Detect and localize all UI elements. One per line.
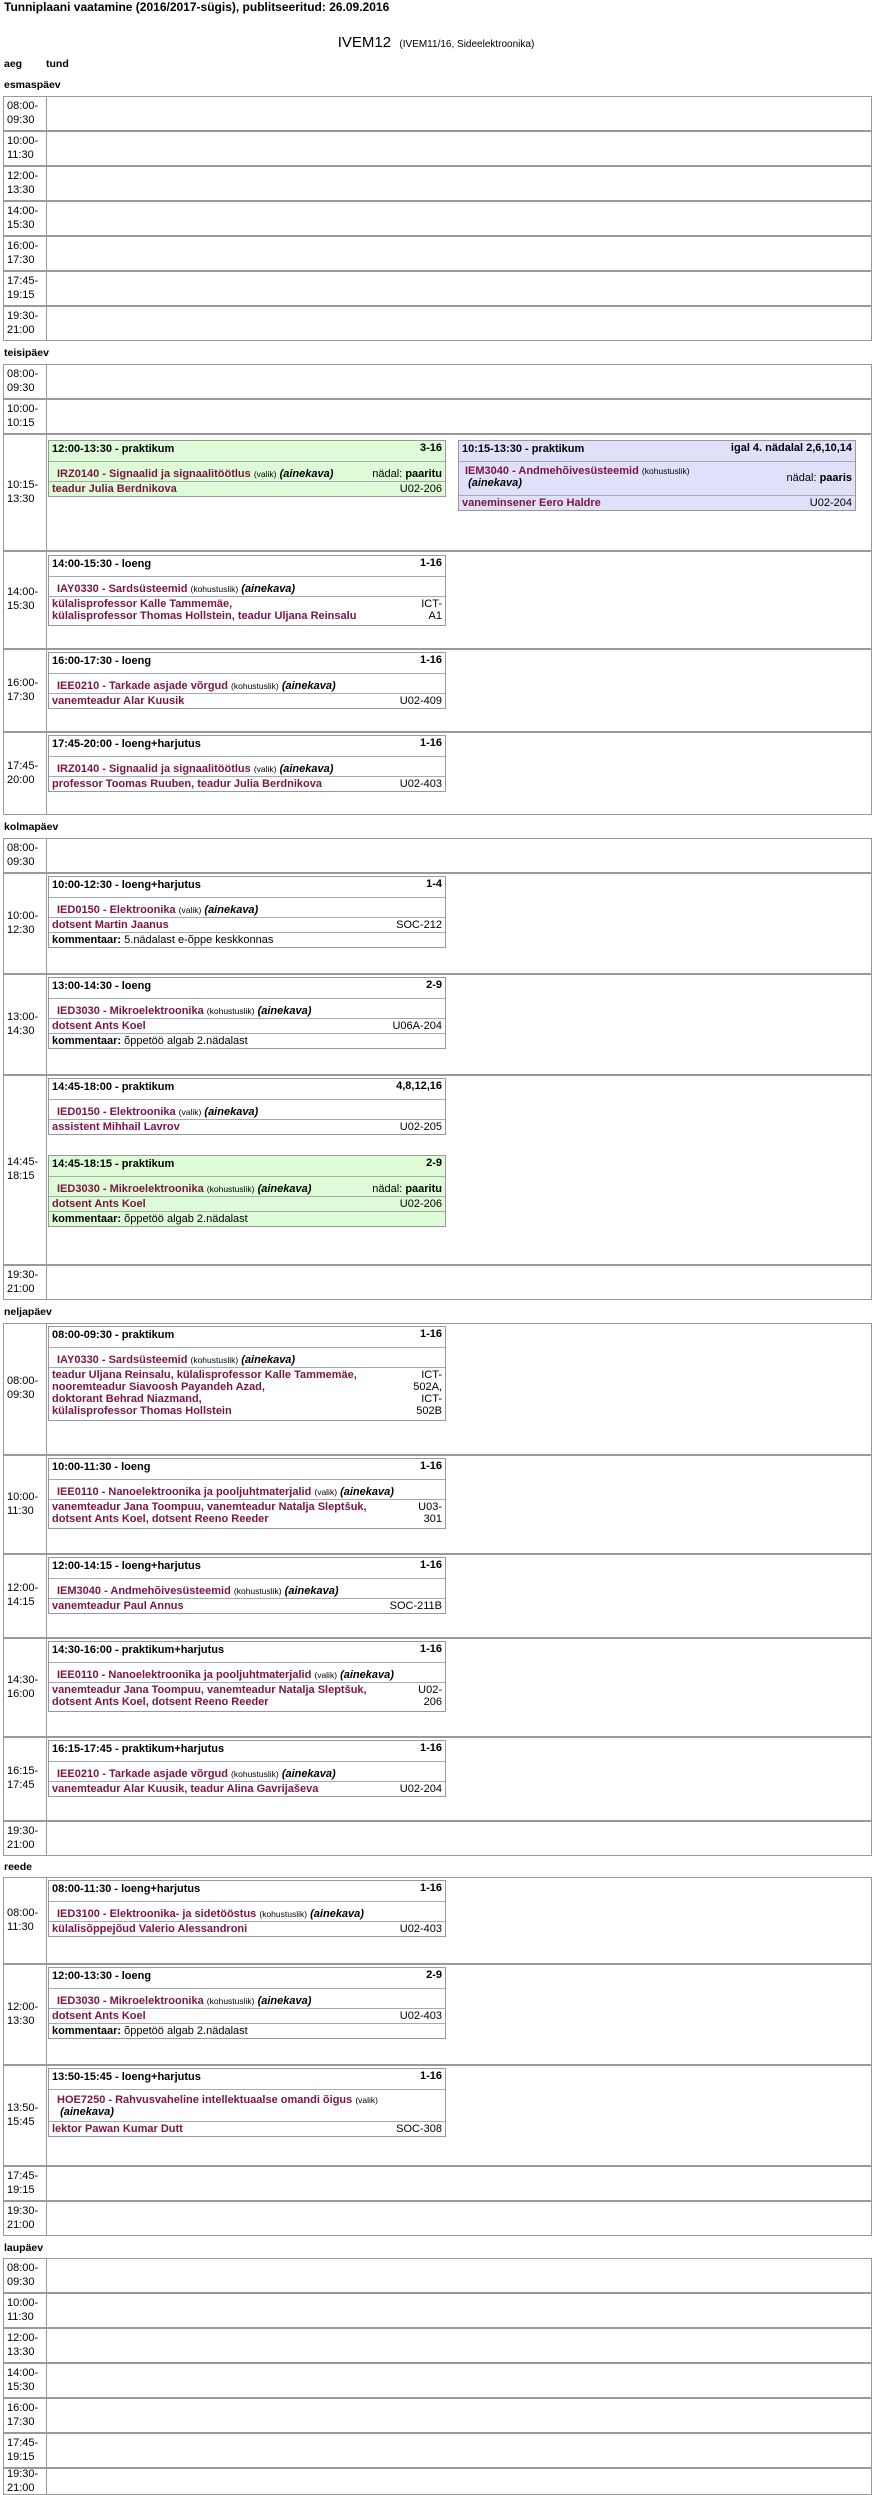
- event-weeks: 1-16: [419, 1559, 442, 1571]
- course-type: (valik): [253, 469, 277, 479]
- slot-time: 14:30-16:00: [7, 1673, 39, 1700]
- event-header: [49, 653, 445, 674]
- event-course-row: [49, 462, 445, 482]
- event-course-row: [49, 1348, 445, 1368]
- course-link[interactable]: IRZ0140 - Signaalid ja signaalitöötlus: [57, 763, 251, 775]
- slot-time: 08:00-09:30: [7, 841, 39, 868]
- page-title: Tunniplaani vaatamine (2016/2017-sügis), publitseeritud: 26.09.2016: [4, 0, 390, 14]
- event-lecturer-row: [49, 918, 445, 933]
- event-lecturer-row: [49, 777, 445, 791]
- lecturer-link[interactable]: lektor Pawan Kumar Dutt: [52, 2123, 183, 2135]
- course-type: (valik): [314, 1670, 338, 1680]
- event-course-row: [459, 462, 855, 496]
- week-parity: paaris: [819, 472, 852, 484]
- lecturer-link[interactable]: dotsent Ants Koel: [52, 1020, 146, 1032]
- syllabus-link[interactable]: (ainekava): [310, 1908, 364, 1920]
- slot-time: 14:00-15:30: [7, 204, 39, 231]
- comment-text: õppetöö algab 2.nädalast: [124, 2025, 248, 2037]
- slot-time: 10:15-13:30: [7, 478, 39, 505]
- time-slot: [3, 838, 872, 873]
- syllabus-link[interactable]: (ainekava): [281, 680, 336, 692]
- event-card[interactable]: [48, 1326, 446, 1421]
- slot-time: 19:30-21:00: [7, 309, 39, 336]
- event-lecturer-row: [49, 1922, 445, 1936]
- event-header: [49, 1079, 445, 1100]
- event-card[interactable]: [48, 1967, 446, 2039]
- event-course-row: [49, 1177, 445, 1197]
- event-card[interactable]: [48, 2068, 446, 2137]
- lecturer-link[interactable]: nooremteadur Siavoosh Payandeh Azad,: [52, 1381, 265, 1393]
- lecturer-link[interactable]: assistent Mihhail Lavrov: [52, 1121, 180, 1133]
- event-header: [49, 556, 445, 577]
- event-course-row: [49, 2090, 445, 2122]
- syllabus-link[interactable]: (ainekava): [279, 468, 334, 480]
- lecturer-link[interactable]: vanemteadur Jana Toompuu, vanemteadur Natalja Sleptšuk,: [52, 1684, 367, 1696]
- syllabus-link[interactable]: (ainekava): [340, 1486, 394, 1498]
- room: 206: [423, 1696, 442, 1708]
- room: U02-: [418, 1684, 442, 1696]
- course-link[interactable]: HOE7250 - Rahvusvaheline intellektuaalse omandi õigus: [57, 2094, 353, 2106]
- event-lecturer-row: [49, 1368, 445, 1420]
- lecturer-link[interactable]: külalisõppejõud Valerio Alessandroni: [52, 1923, 248, 1935]
- event-card[interactable]: [48, 1155, 446, 1227]
- comment-text: 5.nädalast e-õppe keskkonnas: [124, 934, 274, 946]
- event-lecturer-row: [49, 694, 445, 708]
- slot-time: 08:00-11:30: [7, 1906, 39, 1933]
- lecturer-link[interactable]: külalisprofessor Thomas Hollstein: [52, 1405, 232, 1417]
- slot-time: 10:00-11:30: [7, 1490, 39, 1517]
- room: U02-206: [399, 483, 442, 495]
- event-time: 12:00-13:30 - praktikum: [52, 443, 175, 455]
- group-subtitle: (IVEM11/16, Sideelektroonika): [399, 39, 535, 50]
- event-weeks: 1-16: [419, 1328, 442, 1340]
- comment-label: kommentaar:: [52, 934, 122, 946]
- lecturer-link[interactable]: vanemteadur Alar Kuusik: [52, 695, 185, 707]
- time-slot: [3, 2328, 872, 2363]
- event-weeks: 1-16: [419, 2070, 442, 2082]
- syllabus-link[interactable]: (ainekava): [241, 1354, 296, 1366]
- room: 502A,: [413, 1381, 442, 1393]
- lecturer-link[interactable]: professor Toomas Ruuben, teadur Julia Berdnikova: [52, 778, 322, 790]
- course-type: (kohustuslik): [206, 1996, 255, 2006]
- event-course-row: [49, 1762, 445, 1782]
- lecturer-link[interactable]: dotsent Martin Jaanus: [52, 919, 169, 931]
- lecturer-link[interactable]: dotsent Ants Koel, dotsent Reeno Reeder: [52, 1513, 269, 1525]
- slot-time: 12:00-13:30: [7, 169, 39, 196]
- room: U02-204: [399, 1783, 442, 1795]
- course-link[interactable]: IED3030 - Mikroelektroonika: [57, 1183, 204, 1195]
- event-time: 12:00-13:30 - loeng: [52, 1970, 152, 1982]
- slot-time: 10:00-11:30: [7, 134, 39, 161]
- event-weeks: 3-16: [419, 442, 442, 454]
- room: U02-403: [399, 2010, 442, 2022]
- event-card[interactable]: [48, 1740, 446, 1797]
- course-link[interactable]: IEE0210 - Tarkade asjade võrgud: [57, 1768, 228, 1780]
- event-header: [49, 441, 445, 462]
- event-weeks: 1-16: [419, 1643, 442, 1655]
- time-slot: [3, 2433, 872, 2468]
- slot-time: 10:00-12:30: [7, 909, 39, 936]
- event-course-row: [49, 757, 445, 777]
- event-weeks: 4,8,12,16: [396, 1080, 442, 1092]
- slot-time: 19:30-21:00: [7, 1268, 39, 1295]
- slot-time: 17:45-19:15: [7, 2169, 39, 2196]
- event-time: 13:50-15:45 - loeng+harjutus: [52, 2071, 201, 2083]
- time-slot: [3, 2293, 872, 2328]
- time-slot: [3, 166, 872, 201]
- slot-time: 13:00-14:30: [7, 1010, 39, 1037]
- room: U06A-204: [392, 1020, 442, 1032]
- event-header: [49, 1968, 445, 1989]
- course-type: (valik): [178, 1107, 202, 1117]
- slot-time: 08:00-09:30: [7, 367, 39, 394]
- syllabus-link[interactable]: (ainekava): [257, 1183, 312, 1195]
- event-course-row: [49, 1579, 445, 1599]
- event-time: 14:45-18:15 - praktikum: [52, 1158, 175, 1170]
- slot-time: 10:00-10:15: [7, 402, 39, 429]
- course-link[interactable]: IED3030 - Mikroelektroonika: [57, 1995, 204, 2007]
- event-lecturer-row: [49, 1683, 445, 1711]
- slot-time: 10:00-11:30: [7, 2296, 39, 2323]
- comment-text: õppetöö algab 2.nädalast: [124, 1035, 248, 1047]
- slot-time: 16:15-17:45: [7, 1765, 39, 1791]
- room: ICT-: [421, 1369, 442, 1381]
- syllabus-link[interactable]: (ainekava): [340, 1669, 394, 1681]
- event-lecturer-row: [459, 496, 855, 510]
- event-comment-row: [49, 2024, 445, 2038]
- course-link[interactable]: IEE0210 - Tarkade asjade võrgud: [57, 680, 228, 692]
- slot-time: 16:00-17:30: [7, 239, 39, 266]
- course-link[interactable]: IED3030 - Mikroelektroonika: [57, 1005, 204, 1017]
- day-tuesday: teisipäev: [4, 347, 49, 359]
- lecturer-link[interactable]: vaneminsener Eero Haldre: [462, 497, 601, 509]
- course-type: (kohustuslik): [259, 1909, 308, 1919]
- time-slot: [3, 96, 872, 131]
- syllabus-link[interactable]: (ainekava): [204, 904, 259, 916]
- course-type: (valik): [314, 1487, 338, 1497]
- slot-time: 17:45-20:00: [7, 759, 39, 786]
- course-link[interactable]: IRZ0140 - Signaalid ja signaalitöötlus: [57, 468, 251, 480]
- time-slot: [3, 131, 872, 166]
- event-weeks: 2-9: [426, 979, 442, 991]
- time-slot: [3, 201, 872, 236]
- event-time: 16:00-17:30 - loeng: [52, 655, 152, 667]
- event-card[interactable]: [48, 1641, 446, 1712]
- room: SOC-308: [396, 2123, 442, 2135]
- room: U03-: [418, 1501, 442, 1513]
- event-card[interactable]: [48, 652, 446, 709]
- room: U02-409: [399, 695, 442, 707]
- time-slot: [3, 1265, 872, 1300]
- event-weeks: igal 4. nädalal 2,6,10,14: [730, 442, 852, 454]
- event-time: 14:30-16:00 - praktikum+harjutus: [52, 1644, 225, 1656]
- event-time: 13:00-14:30 - loeng: [52, 980, 152, 992]
- event-weeks: 1-16: [419, 1882, 442, 1894]
- day-saturday: laupäev: [4, 2242, 44, 2254]
- syllabus-link[interactable]: (ainekava): [468, 477, 522, 489]
- room: ICT-: [421, 1393, 442, 1405]
- course-type: (kohustuslik): [190, 1355, 239, 1365]
- lecturer-link[interactable]: dotsent Ants Koel, dotsent Reeno Reeder: [52, 1696, 269, 1708]
- event-time: 10:15-13:30 - praktikum: [462, 443, 585, 455]
- week-parity: paaritu: [405, 1183, 442, 1195]
- event-comment-row: [49, 933, 445, 947]
- comment-label: kommentaar:: [52, 1035, 122, 1047]
- course-link[interactable]: IEM3040 - Andmehõivesüsteemid: [465, 465, 639, 477]
- slot-time: 19:30-21:00: [7, 1824, 39, 1851]
- event-time: 12:00-14:15 - loeng+harjutus: [52, 1560, 201, 1572]
- event-card[interactable]: [48, 440, 446, 497]
- event-time: 08:00-11:30 - loeng+harjutus: [52, 1883, 201, 1895]
- slot-time: 12:00-13:30: [7, 2000, 39, 2027]
- time-slot: [3, 2363, 872, 2398]
- event-card[interactable]: [458, 440, 856, 511]
- event-lecturer-row: [49, 597, 445, 625]
- room: SOC-212: [396, 919, 442, 931]
- course-link[interactable]: IED0150 - Elektroonika: [57, 1106, 176, 1118]
- room: A1: [428, 610, 442, 622]
- lecturer-link[interactable]: vanemteadur Jana Toompuu, vanemteadur Natalja Sleptšuk,: [52, 1501, 367, 1513]
- slot-time: 13:50-15:45: [7, 2101, 39, 2128]
- event-course-row: [49, 1902, 445, 1922]
- course-link[interactable]: IED3100 - Elektroonika- ja sidetööstus: [57, 1908, 257, 1920]
- event-card[interactable]: [48, 735, 446, 792]
- event-course-row: [49, 1663, 445, 1683]
- event-lecturer-row: [49, 482, 445, 496]
- event-course-row: [49, 898, 445, 918]
- event-weeks: 2-9: [426, 1969, 442, 1981]
- room: 502B: [416, 1405, 442, 1417]
- event-card[interactable]: [48, 1880, 446, 1937]
- lecturer-link[interactable]: teadur Julia Berdnikova: [52, 483, 177, 495]
- slot-time: 08:00-09:30: [7, 2261, 39, 2288]
- time-slot: [3, 2468, 872, 2495]
- day-wednesday: kolmapäev: [4, 821, 59, 833]
- event-header: [49, 1327, 445, 1348]
- week-label: nädal:: [372, 1183, 403, 1195]
- event-course-row: [49, 999, 445, 1019]
- week-label: nädal:: [786, 472, 817, 484]
- event-header: [49, 1642, 445, 1663]
- time-slot: [3, 306, 872, 341]
- room: U02-204: [809, 497, 852, 509]
- course-type: (kohustuslik): [641, 466, 690, 476]
- event-weeks: 1-4: [426, 878, 442, 890]
- event-header: [49, 2069, 445, 2090]
- event-header: [49, 736, 445, 757]
- event-course-row: [49, 674, 445, 694]
- week-label: nädal:: [372, 468, 403, 480]
- syllabus-link[interactable]: (ainekava): [257, 1995, 312, 2007]
- day-friday: reede: [4, 1861, 33, 1873]
- comment-label: kommentaar:: [52, 2025, 122, 2037]
- time-slot: [3, 271, 872, 306]
- slot-time: 12:00-13:30: [7, 2331, 39, 2358]
- course-type: (kohustuslik): [206, 1184, 255, 1194]
- time-slot: [3, 2258, 872, 2293]
- event-time: 14:00-15:30 - loeng: [52, 558, 152, 570]
- slot-time: 12:00-14:15: [7, 1582, 39, 1608]
- event-weeks: 1-16: [419, 557, 442, 569]
- event-weeks: 1-16: [419, 1460, 442, 1472]
- event-header: [49, 1156, 445, 1177]
- event-comment-row: [49, 1034, 445, 1048]
- lecturer-link[interactable]: dotsent Ants Koel: [52, 2010, 146, 2022]
- slot-time: 16:00-17:30: [7, 2401, 39, 2428]
- syllabus-link[interactable]: (ainekava): [241, 583, 296, 595]
- course-type: (valik): [178, 905, 202, 915]
- comment-label: kommentaar:: [52, 1213, 122, 1225]
- event-lecturer-row: [49, 1500, 445, 1528]
- slot-time: 19:30-21:00: [7, 2204, 39, 2231]
- event-lecturer-row: [49, 2009, 445, 2024]
- lecturer-link[interactable]: dotsent Ants Koel: [52, 1198, 146, 1210]
- event-header: [459, 441, 855, 462]
- event-card[interactable]: [48, 555, 446, 626]
- slot-time: 19:30-21:00: [7, 2467, 39, 2494]
- event-course-row: [49, 1480, 445, 1500]
- course-link[interactable]: IEM3040 - Andmehõivesüsteemid: [57, 1585, 231, 1597]
- course-type: (kohustuslik): [233, 1586, 282, 1596]
- course-type: (kohustuslik): [231, 1769, 279, 1779]
- slot-time: 17:45-19:15: [7, 274, 39, 301]
- course-link[interactable]: IED0150 - Elektroonika: [57, 904, 176, 916]
- syllabus-link[interactable]: (ainekava): [281, 1768, 336, 1780]
- day-thursday: neljapäev: [4, 1306, 52, 1318]
- group-title: [0, 34, 872, 51]
- course-link[interactable]: IAY0330 - Sardsüsteemid: [57, 1354, 188, 1366]
- event-time: 14:45-18:00 - praktikum: [52, 1081, 175, 1093]
- event-header: [49, 1881, 445, 1902]
- time-slot: [3, 364, 872, 399]
- week-parity: paaritu: [405, 468, 442, 480]
- time-slot: [3, 236, 872, 271]
- event-card[interactable]: [48, 876, 446, 948]
- lecturer-link[interactable]: doktorant Behrad Niazmand,: [52, 1393, 202, 1405]
- room: U02-205: [399, 1121, 442, 1133]
- syllabus-link[interactable]: (ainekava): [279, 763, 334, 775]
- time-slot: [3, 2398, 872, 2433]
- course-link[interactable]: IAY0330 - Sardsüsteemid: [57, 583, 188, 595]
- course-type: (kohustuslik): [190, 584, 239, 594]
- room: SOC-211B: [389, 1600, 442, 1612]
- event-course-row: [49, 577, 445, 597]
- lecturer-link[interactable]: külalisprofessor Thomas Hollstein, teadur Uljana Reinsalu: [52, 610, 357, 622]
- slot-time: 16:00-17:30: [7, 676, 39, 703]
- syllabus-link[interactable]: (ainekava): [204, 1106, 259, 1118]
- event-comment-row: [49, 1212, 445, 1226]
- event-weeks: 1-16: [419, 1742, 442, 1754]
- event-weeks: 1-16: [419, 654, 442, 666]
- course-type: (kohustuslik): [206, 1006, 255, 1016]
- event-time: 16:15-17:45 - praktikum+harjutus: [52, 1743, 225, 1755]
- event-lecturer-row: [49, 1782, 445, 1796]
- event-header: [49, 877, 445, 898]
- lecturer-link[interactable]: külalisprofessor Kalle Tammemäe,: [52, 598, 233, 610]
- event-time: 10:00-12:30 - loeng+harjutus: [52, 879, 201, 891]
- event-weeks: 2-9: [426, 1157, 442, 1169]
- slot-time: 08:00-09:30: [7, 99, 39, 126]
- room: U02-206: [399, 1198, 442, 1210]
- event-weeks: 1-16: [419, 737, 442, 749]
- event-header: [49, 1741, 445, 1762]
- course-link[interactable]: IEE0110 - Nanoelektroonika ja pooljuhtmaterjalid: [57, 1486, 312, 1498]
- event-card[interactable]: [48, 1557, 446, 1614]
- syllabus-link[interactable]: (ainekava): [60, 2106, 114, 2118]
- syllabus-link[interactable]: (ainekava): [257, 1005, 312, 1017]
- lecturer-link[interactable]: vanemteadur Alar Kuusik, teadur Alina Gavrijaševa: [52, 1783, 319, 1795]
- room: ICT-: [421, 598, 442, 610]
- room: 301: [423, 1513, 442, 1525]
- event-time: 10:00-11:30 - loeng: [52, 1461, 151, 1473]
- slot-time: 17:45-19:15: [7, 2436, 39, 2463]
- comment-text: õppetöö algab 2.nädalast: [124, 1213, 248, 1225]
- event-course-row: [49, 1989, 445, 2009]
- time-slot: [3, 1821, 872, 1856]
- course-type: (valik): [355, 2095, 378, 2105]
- lecturer-link[interactable]: vanemteadur Paul Annus: [52, 1600, 184, 1612]
- slot-time: 14:00-15:30: [7, 2366, 39, 2393]
- event-lecturer-row: [49, 1019, 445, 1034]
- event-lecturer-row: [49, 1120, 445, 1134]
- event-header: [49, 978, 445, 999]
- syllabus-link[interactable]: (ainekava): [284, 1585, 339, 1597]
- slot-time: 14:45-18:15: [7, 1156, 39, 1182]
- event-lecturer-row: [49, 1197, 445, 1212]
- header-day: aeg: [4, 58, 23, 70]
- header-slot: tund: [46, 58, 69, 70]
- slot-time: 08:00-09:30: [7, 1375, 39, 1401]
- course-link[interactable]: IEE0110 - Nanoelektroonika ja pooljuhtmaterjalid: [57, 1669, 312, 1681]
- event-card[interactable]: [48, 1078, 446, 1135]
- event-card[interactable]: [48, 1458, 446, 1529]
- time-slot: [3, 2166, 872, 2201]
- course-type: (valik): [253, 764, 277, 774]
- time-slot: [3, 2201, 872, 2236]
- time-slot: [3, 399, 872, 434]
- course-type: (kohustuslik): [231, 681, 279, 691]
- event-course-row: [49, 1100, 445, 1120]
- event-card[interactable]: [48, 977, 446, 1049]
- room: U02-403: [399, 778, 442, 790]
- slot-time: 14:00-15:30: [7, 586, 39, 612]
- event-time: 08:00-09:30 - praktikum: [52, 1329, 175, 1341]
- group-name: IVEM12: [337, 34, 392, 51]
- room: U02-403: [399, 1923, 442, 1935]
- event-header: [49, 1459, 445, 1480]
- event-header: [49, 1558, 445, 1579]
- day-monday: esmaspäev: [4, 79, 61, 91]
- event-lecturer-row: [49, 1599, 445, 1613]
- event-lecturer-row: [49, 2122, 445, 2136]
- event-time: 17:45-20:00 - loeng+harjutus: [52, 738, 201, 750]
- lecturer-link[interactable]: teadur Uljana Reinsalu, külalisprofessor Kalle Tammemäe,: [52, 1369, 357, 1381]
